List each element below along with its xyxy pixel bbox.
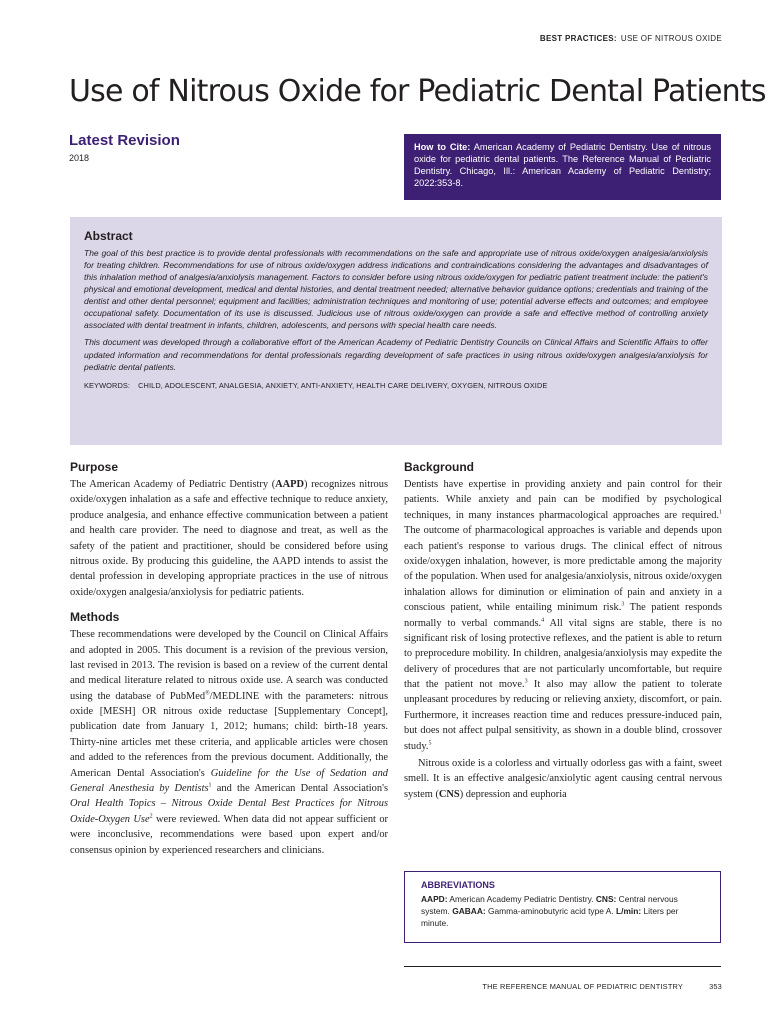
- purpose-heading: Purpose: [70, 460, 119, 474]
- footer-publication: THE REFERENCE MANUAL OF PEDIATRIC DENTISTRY: [482, 982, 684, 991]
- citation-box: [404, 134, 721, 200]
- background-heading: Background: [404, 460, 475, 474]
- running-header-topic: USE OF NITROUS OXIDE: [620, 34, 722, 43]
- background-paragraph-1: Dentists have expertise in providing anxiety and pain control for their patients. While anxiety and pain can be modified by psychological techniques, in many instances pharmacological approaches are required.$^1$ The outcome of pharmacological approaches is variable and depends upon each patient's response to various drugs. The clinical effect of nitrous oxide/oxygen inhalation, however, is more predictable among the majority of the population. When used for analgesia/anxiolysis, nitrous oxide/oxygen inhalation allows for diminution or elimination of pain and anxiety in a conscious patient, while entailing minimum risk.$^3$ The patient responds normally to verbal commands.$^4$ All vital signs are stable, there is no significant risk of losing protective reflexes, and the patient is able to return to preprocedure mobility. In children, analgesia/anxiolysis may expedite the delivery of procedures that are not particularly uncomfortable, but require that the patient not move.$^3$ It also may allow the patient to tolerate unpleasant procedures by reducing or relieving anxiety, discomfort, or pain. Furthermore, it increases reaction time and reduces pressure-induced pain, but does not affect pulpal sensitivity, as shown in a double blind, crossover study.$^5$: [404, 479, 723, 752]
- reference-marker: 2: [149, 813, 153, 820]
- methods-heading: Methods: [70, 610, 120, 625]
- revision-year: 2018: [69, 153, 90, 163]
- reference-marker: 4: [541, 617, 545, 624]
- reference-marker: 5: [428, 740, 432, 747]
- reference-title-oral-health-topics: Oral Health Topics – Nitrous Oxide Dental Best Practices for Nitrous Oxide-Oxygen Use: [70, 798, 388, 825]
- abstract-paragraph: The goal of this best practice is to provide dental professionals with recommendations on the safe and appropriate use of nitrous oxide/oxygen analgesia/anxiolysis for treating children. Recommendations for use of nitrous oxide/oxygen address indications and contraindications considering the advantages and disadvantages of this inhalation method of analgesia/anxiolysis management. Factors to consider before using nitrous oxide/oxygen for pediatric patient treatment include: the patient's physical and emotional development, medical and dental histories, and dental treatment needed; alternative behavior guidance options; credentials and training of the dentist and other dental personnel; equipment and facilities; administration techniques and monitoring of use; potential adverse effects and outcomes; and employee occupational safety. Documentation of its use is discussed. Judicious use of nitrous oxide/oxygen can provide a safe and effective method of controlling anxiety associated with dental treatment in infants, children, adolescents, and persons with special health care needs.: [84, 248, 708, 331]
- cns-acronym: CNS: [438, 788, 460, 800]
- page-title: Use of Nitrous Oxide for Pediatric Dental Patients: [69, 74, 766, 109]
- methods-text: These recommendations were developed by the Council on Clinical Affairs and adopted in 2005. This document is a revision of the previous version, last revised in 2013. The revision is based on a review of the current dental and medical literature related to nitrous oxide use. A search was conducted using the database of PubMed®/MEDLINE with the parameters: nitrous oxide [MESH] OR nitrous oxide reductase [Supplementary Concept], publication date from January 1, 2012; humans; child: birth-18 years. Thirty-nine articles met these criteria, and applicable articles were chosen and added to the references from the previous document. Additionally, the American Dental Association's Guideline for the Use of Sedation and General Anesthesia by Dentists$^1$ and the American Dental Association's Oral Health Topics – Nitrous Oxide Dental Best Practices for Nitrous Oxide-Oxygen Use$^2$ were reviewed. When data did not appear sufficient or were inconclusive, recommendations were based upon expert and/or consensus opinion by experienced researchers and clinicians.: [70, 629, 388, 856]
- abstract-development-note: This document was developed through a collaborative effort of the American Academy of Pediatric Dentistry Councils on Clinical Affairs and Scientific Affairs to offer updated information and recommendations for dental professionals regarding development of safe practices in using nitrous oxide/oxygen analgesia/anxiolysis for pediatric dental patients.: [84, 337, 708, 372]
- abbreviations-box: [404, 871, 721, 943]
- reference-marker: 3: [621, 601, 625, 608]
- citation-label: How to Cite:: [414, 142, 471, 152]
- reference-marker: 3: [524, 678, 528, 685]
- keywords-line: [84, 381, 708, 390]
- footer-divider: [404, 966, 721, 967]
- right-column: [404, 460, 722, 802]
- running-header: [540, 34, 722, 43]
- citation-text: American Academy of Pediatric Dentistry. Use of nitrous oxide for pediatric dental patients. The Reference Manual of Pediatric Dentistry. Chicago, Ill.: American Academy of Pediatric Dentistry; 2022:353-8.: [414, 142, 711, 189]
- reference-marker: 1: [719, 509, 722, 516]
- page-footer: [482, 982, 722, 991]
- abstract-panel: [70, 217, 722, 445]
- reference-marker: 1: [208, 782, 212, 789]
- purpose-text: The American Academy of Pediatric Dentistry (AAPD) recognizes nitrous oxide/oxygen inhalation as a safe and effective technique to reduce anxiety, produce analgesia, and enhance effective communication between a patient and health care provider. The need to diagnose and treat, as well as the safety of the patient and practitioner, should be considered before using nitrous oxide. By producing this guideline, the AAPD intends to assist the dental profession in developing appropriate practices in the use of nitrous oxide/oxygen analgesia/anxiolysis for pediatric patients.: [70, 479, 388, 598]
- abbreviations-list: AAPD: American Academy Pediatric Dentistry. CNS: Central nervous system. GABAA: Gamma-aminobutyric acid type A. L/min: Liters per minute.: [421, 894, 679, 929]
- keywords-label: KEYWORDS:: [84, 380, 131, 390]
- revision-block: [69, 132, 180, 163]
- left-column: [70, 460, 388, 858]
- abstract-heading: Abstract: [84, 229, 133, 243]
- aapd-acronym: AAPD: [275, 479, 305, 490]
- keywords-list: CHILD, ADOLESCENT, ANALGESIA, ANXIETY, ANTI-ANXIETY, HEALTH CARE DELIVERY, OXYGEN, NITROUS OXIDE: [138, 380, 548, 390]
- abbreviations-heading: ABBREVIATIONS: [421, 880, 495, 890]
- background-paragraph-2: Nitrous oxide is a colorless and virtually odorless gas with a faint, sweet smell. It is an effective analgesic/anxiolytic agent causing central nervous system (CNS) depression and euphoria: [404, 758, 722, 800]
- reference-title-sedation-guideline: Guideline for the Use of Sedation and General Anesthesia by Dentists: [70, 767, 388, 795]
- revision-label: Latest Revision: [69, 132, 180, 149]
- running-header-section: BEST PRACTICES:: [539, 34, 617, 43]
- page-number: 353: [709, 982, 722, 991]
